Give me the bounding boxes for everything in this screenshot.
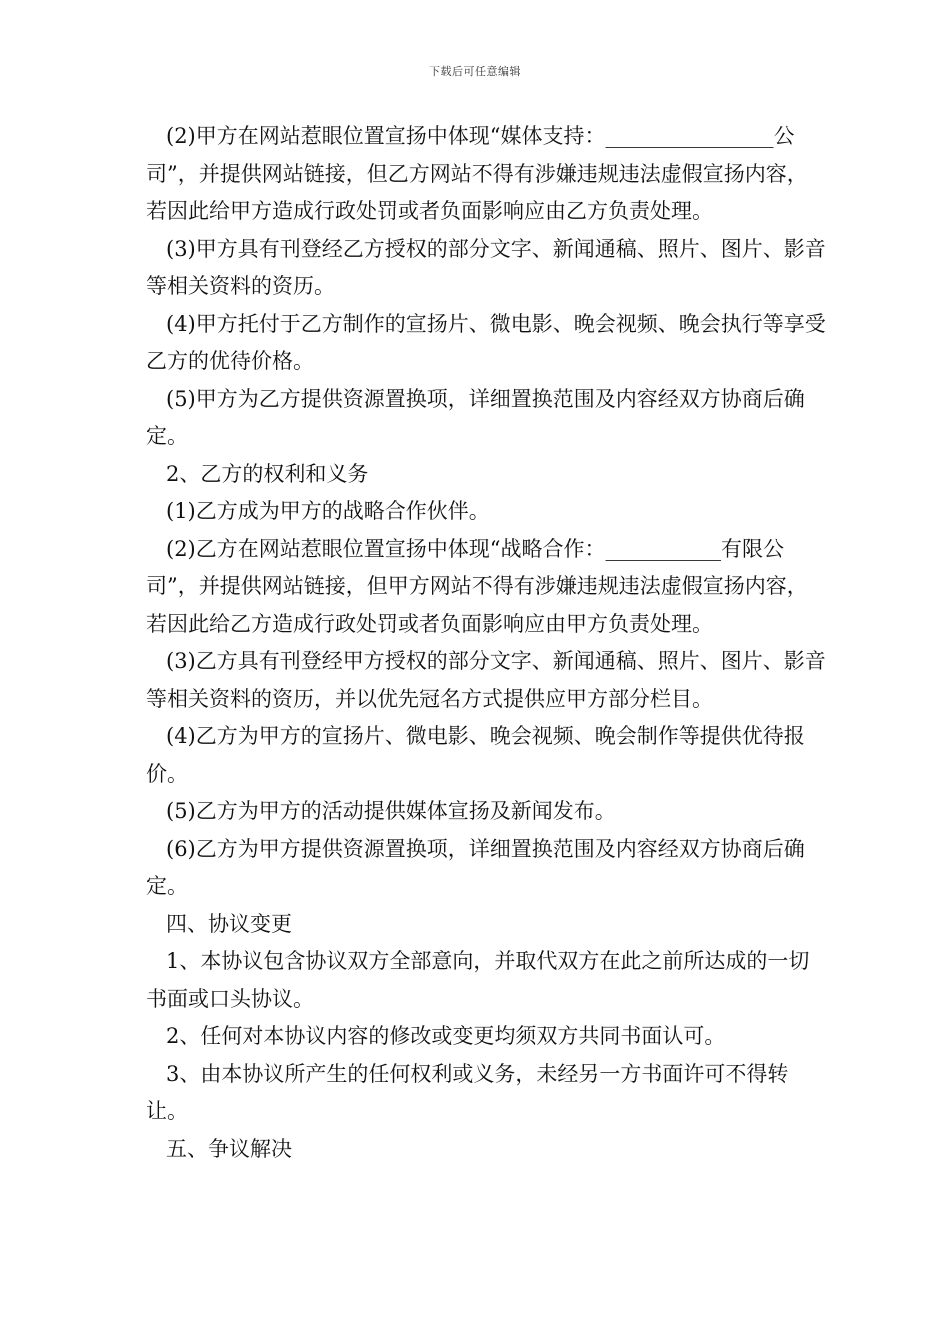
section-heading-agreement-change: 四、协议变更 (166, 911, 292, 936)
paragraph-party-b-clause-1: (1)乙方成为甲方的战略合作伙伴。 (166, 499, 490, 523)
paragraph-party-a-clause-5: (5)甲方为乙方提供资源置换项，详细置换范围及内容经双方协商后确定。 (146, 386, 805, 448)
document-body (146, 118, 826, 1168)
paragraph-party-a-clause-2: (2)甲方在网站惹眼位置宣扬中体现“媒体支持：________________公司”，并提供网站链接，但乙方网站不得有涉嫌违规违法虚假宣扬内容，若因此给甲方造成行政处罚或者负面影响应由乙方负责处理。 (146, 124, 808, 223)
paragraph-party-b-clause-6: (6)乙方为甲方提供资源置换项，详细置换范围及内容经双方协商后确定。 (146, 836, 805, 898)
paragraph-change-clause-2: 2、任何对本协议内容的修改或变更均须双方共同书面认可。 (166, 1024, 726, 1048)
paragraph-party-a-clause-4: (4)甲方托付于乙方制作的宣扬片、微电影、晚会视频、晚会执行等享受乙方的优待价格。 (146, 311, 826, 373)
section-heading-party-b: 2、乙方的权利和义务 (166, 461, 369, 486)
page-header: 下载后可任意编辑 (429, 65, 521, 78)
section-heading-dispute-resolution: 五、争议解决 (166, 1136, 292, 1161)
paragraph-party-b-clause-3: (3)乙方具有刊登经甲方授权的部分文字、新闻通稿、照片、图片、影音等相关资料的资历，并以优先冠名方式提供应甲方部分栏目。 (146, 649, 826, 711)
paragraph-change-clause-1: 1、本协议包含协议双方全部意向，并取代双方在此之前所达成的一切书面或口头协议。 (146, 949, 810, 1011)
paragraph-party-a-clause-3: (3)甲方具有刊登经乙方授权的部分文字、新闻通稿、照片、图片、影音等相关资料的资历。 (146, 236, 826, 298)
paragraph-change-clause-3: 3、由本协议所产生的任何权利或义务，未经另一方书面许可不得转让。 (146, 1061, 789, 1123)
paragraph-party-b-clause-2: (2)乙方在网站惹眼位置宣扬中体现“战略合作：___________有限公司”，并提供网站链接，但甲方网站不得有涉嫌违规违法虚假宣扬内容，若因此给乙方造成行政处罚或者负面影响应由甲方负责处理。 (146, 536, 808, 636)
paragraph-party-b-clause-5: (5)乙方为甲方的活动提供媒体宣扬及新闻发布。 (166, 799, 616, 823)
paragraph-party-b-clause-4: (4)乙方为甲方的宣扬片、微电影、晚会视频、晚会制作等提供优待报价。 (146, 724, 805, 786)
